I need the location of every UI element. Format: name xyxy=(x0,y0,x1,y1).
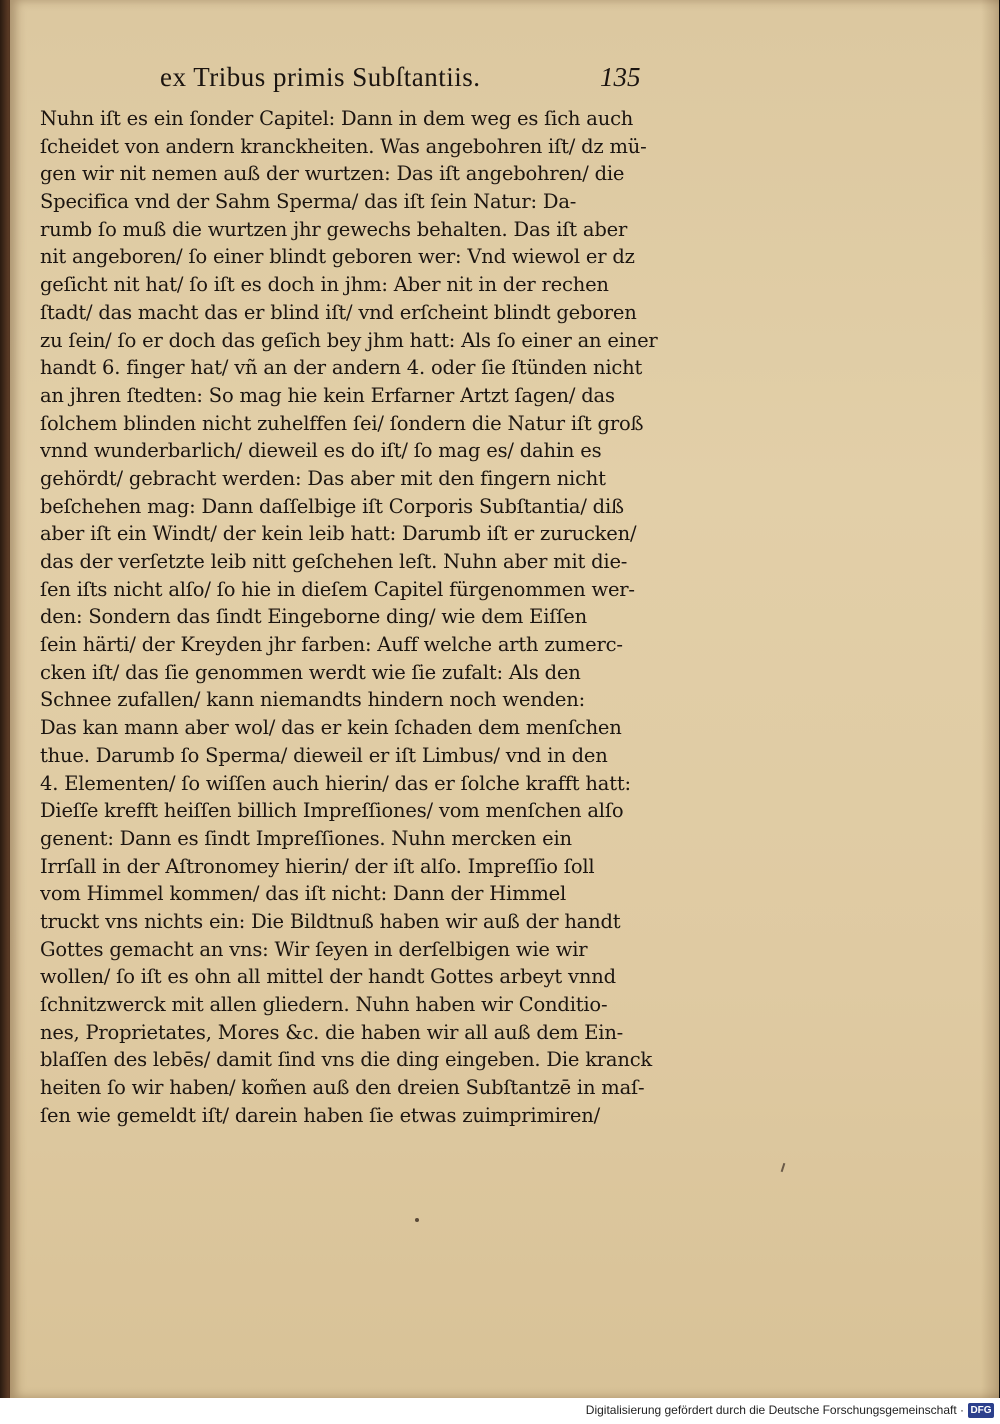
text-line: ſen wie gemeldt iſt/ darein haben ſie etwas zuimprimiren/ xyxy=(40,1103,600,1127)
text-line: aber iſt ein Windt/ der kein leib hatt: Darumb iſt er zurucken/ xyxy=(40,522,637,546)
text-line: ſolchem blinden nicht zuhelffen ſei/ ſondern die Natur iſt groß xyxy=(40,411,644,435)
body-text xyxy=(40,105,668,1129)
text-line: rumb ſo muß die wurtzen jhr gewechs behalten. Das iſt aber xyxy=(40,217,628,241)
text-line: gehördt/ gebracht werden: Das aber mit den fingern nicht xyxy=(40,466,606,490)
text-line: an jhren ſtedten: So mag hie kein Erfarner Artzt ſagen/ das xyxy=(40,383,615,407)
text-line: das der verſetzte leib nitt geſchehen leſt. Nuhn aber mit die- xyxy=(40,550,628,573)
text-line: wollen/ ſo iſt es ohn all mittel der handt Gottes arbeyt vnnd xyxy=(40,965,616,989)
footer-bar xyxy=(0,1398,1000,1424)
text-line: gen wir nit nemen auß der wurtzen: Das iſt angebohren/ die xyxy=(40,162,625,186)
text-line: ſtadt/ das macht das er blind iſt/ vnd erſcheint blindt geboren xyxy=(40,300,637,324)
text-line: geſicht nit hat/ ſo iſt es doch in jhm: Aber nit in der rechen xyxy=(40,273,609,297)
text-line: den: Sondern das ſindt Eingeborne ding/ wie dem Eiſſen xyxy=(40,605,587,629)
text-line: vnnd wunderbarlich/ dieweil es do iſt/ ſo mag es/ dahin es xyxy=(40,439,602,463)
ink-tick xyxy=(781,1163,786,1172)
text-line: thue. Darumb ſo Sperma/ dieweil er iſt Limbus/ vnd in den xyxy=(40,743,608,767)
page-number: 135 xyxy=(600,62,641,92)
text-line: Specifica vnd der Sahm Sperma/ das iſt ſein Natur: Da- xyxy=(40,190,577,214)
text-line: vom Himmel kommen/ das iſt nicht: Dann der Himmel xyxy=(40,882,567,906)
text-line: nes, Proprietates, Mores &c. die haben wir all auß dem Ein- xyxy=(40,1020,624,1044)
text-line: Irrſall in der Aſtronomey hierin/ der iſt alſo. Impreſſio ſoll xyxy=(40,854,595,878)
text-line: heiten ſo wir haben/ kom̃en auß den dreien Subſtantzē in maſ- xyxy=(40,1076,645,1100)
page-header xyxy=(160,62,660,102)
dfg-logo: DFG xyxy=(968,1403,994,1418)
text-line: ſein härti/ der Kreyden jhr farben: Auff welche arth zumerc- xyxy=(40,633,623,657)
text-line: beſchehen mag: Dann daſſelbige iſt Corporis Subſtantia/ diß xyxy=(40,494,624,518)
text-line: ſcheidet von andern kranckheiten. Was angebohren iſt/ dz mü- xyxy=(40,134,647,158)
text-line: ſen iſts nicht alſo/ ſo hie in dieſem Capitel fürgenommen wer- xyxy=(40,577,635,601)
text-line: ſchnitzwerck mit allen gliedern. Nuhn haben wir Conditio- xyxy=(40,993,608,1016)
running-title: ex Tribus primis Subſtantiis. xyxy=(160,62,481,92)
text-line: Das kan mann aber wol/ das er kein ſchaden dem menſchen xyxy=(40,716,622,740)
ink-dot xyxy=(415,1218,419,1222)
text-line: Nuhn iſt es ein ſonder Capitel: Dann in dem weg es ſich auch xyxy=(40,107,634,130)
text-line: Schnee zufallen/ kann niemandts hindern noch wenden: xyxy=(40,688,585,712)
digitization-credit: Digitalisierung gefördert durch die Deutsche Forschungsgemeinschaft · xyxy=(585,1403,964,1417)
text-line: zu ſein/ ſo er doch das geſich bey jhm hatt: Als ſo einer an einer xyxy=(40,328,658,352)
text-line: blaſſen des lebēs/ damit ſind vns die ding eingeben. Die kranck xyxy=(40,1048,653,1072)
text-line: genent: Dann es ſindt Impreſſiones. Nuhn mercken ein xyxy=(40,826,572,850)
text-line: Gottes gemacht an vns: Wir ſeyen in derſelbigen wie wir xyxy=(40,937,588,961)
text-line: handt 6. finger hat/ vñ an der andern 4. oder ſie ſtünden nicht xyxy=(40,356,643,380)
text-line: nit angeboren/ ſo einer blindt geboren wer: Vnd wiewol er dz xyxy=(40,245,635,269)
book-page xyxy=(10,0,999,1398)
text-line: Dieſſe krefft heiſſen billich Impreſſiones/ vom menſchen alſo xyxy=(40,799,624,823)
text-line: truckt vns nichts ein: Die Bildtnuß haben wir auß der handt xyxy=(40,909,621,933)
text-line: 4. Elementen/ ſo wiſſen auch hierin/ das er ſolche krafft hatt: xyxy=(40,771,631,795)
text-line: cken iſt/ das ſie genommen werdt wie ſie zufalt: Als den xyxy=(40,660,581,684)
